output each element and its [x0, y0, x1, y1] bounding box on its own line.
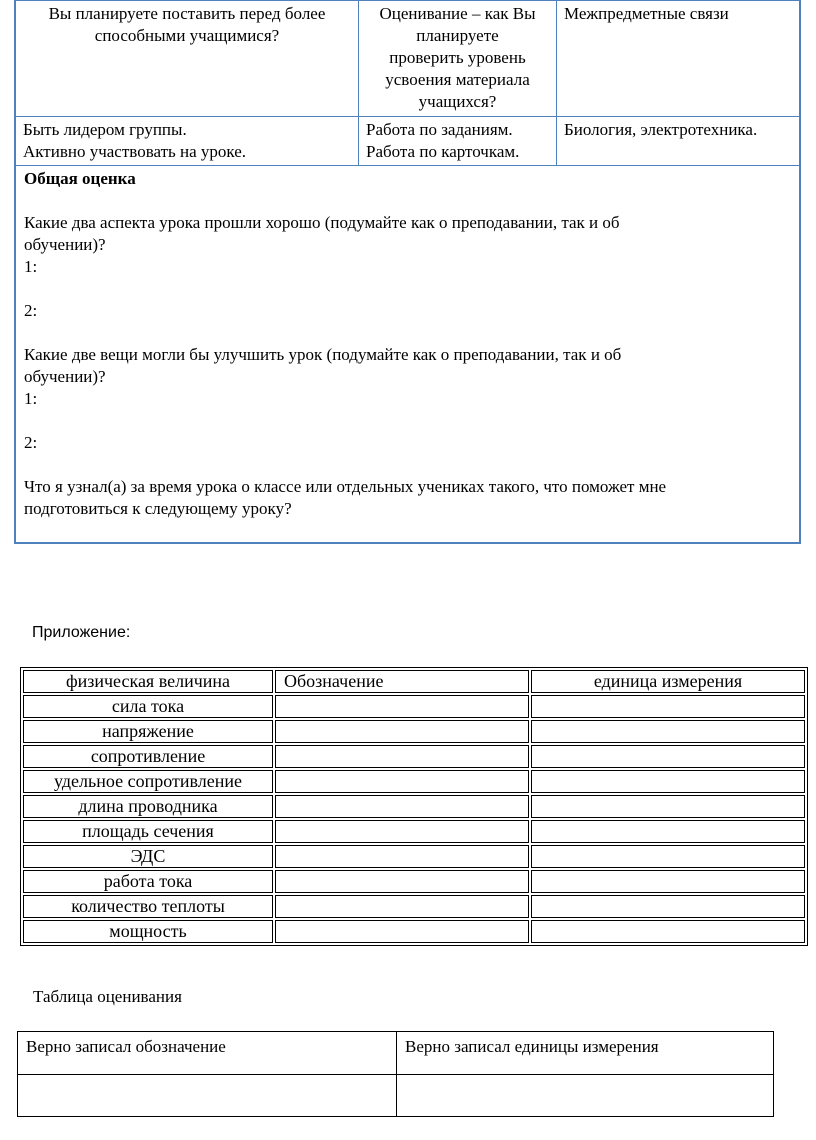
header-quantity: физическая величина [23, 670, 273, 693]
grading-header-unit: Верно записал единицы измерения [397, 1032, 774, 1075]
plan-header-cross-curricular [557, 1, 801, 117]
table-row [23, 870, 805, 893]
quantity-name: удельное сопротивление [23, 770, 273, 793]
symbol-blank-cell[interactable] [275, 720, 529, 743]
plan-evaluation-row [15, 166, 800, 544]
quantity-name: площадь сечения [23, 820, 273, 843]
answer-number-2: 2: [24, 301, 38, 320]
unit-blank-cell[interactable] [531, 695, 805, 718]
unit-blank-cell[interactable] [531, 845, 805, 868]
table-row [23, 795, 805, 818]
symbol-blank-cell[interactable] [275, 870, 529, 893]
plan-answer-cross-curricular [557, 117, 801, 166]
plan-header-text: усвоения материала [385, 70, 530, 89]
table-row [23, 745, 805, 768]
plan-header-text: способными учащимися? [94, 26, 280, 45]
question-text: Какие две вещи могли бы улучшить урок (подумайте как о преподавании, так и об [24, 345, 622, 364]
header-symbol: Обозначение [275, 670, 529, 693]
quantity-name: работа тока [23, 870, 273, 893]
unit-blank-cell[interactable] [531, 745, 805, 768]
plan-header-assessment [359, 1, 557, 117]
symbol-blank-cell[interactable] [275, 745, 529, 768]
unit-blank-cell[interactable] [531, 820, 805, 843]
symbol-blank-cell[interactable] [275, 820, 529, 843]
quantity-name: ЭДС [23, 845, 273, 868]
unit-blank-cell[interactable] [531, 795, 805, 818]
symbol-blank-cell[interactable] [275, 695, 529, 718]
quantity-name: напряжение [23, 720, 273, 743]
quantity-name: сопротивление [23, 745, 273, 768]
symbol-blank-cell[interactable] [275, 795, 529, 818]
unit-blank-cell[interactable] [531, 870, 805, 893]
evaluation-question-1 [24, 212, 791, 344]
plan-answer-assessment [359, 117, 557, 166]
quantity-name: количество теплоты [23, 895, 273, 918]
spacer [24, 322, 791, 344]
plan-answer-text: Биология, электротехника. [564, 120, 758, 139]
table-row [23, 695, 805, 718]
plan-header-text: планируете [416, 26, 499, 45]
table-row [23, 820, 805, 843]
table-row [23, 895, 805, 918]
plan-answer-text: Работа по заданиям. [366, 120, 513, 139]
plan-header-text: проверить уровень [389, 48, 526, 67]
grading-header-symbol: Верно записал обозначение [18, 1032, 397, 1075]
table-row [23, 720, 805, 743]
answer-number-1: 1: [24, 389, 38, 408]
unit-blank-cell[interactable] [531, 895, 805, 918]
symbol-blank-cell[interactable] [275, 920, 529, 943]
plan-header-text: Оценивание – как Вы [379, 4, 536, 23]
spacer [24, 454, 791, 476]
plan-header-differentiation [15, 1, 359, 117]
grading-table [17, 1031, 774, 1117]
answer-number-2: 2: [24, 433, 38, 452]
evaluation-question-2 [24, 344, 791, 476]
plan-header-text: Межпредметные связи [564, 4, 729, 23]
quantity-name: длина проводника [23, 795, 273, 818]
general-evaluation-cell [15, 166, 800, 544]
plan-header-row [15, 1, 800, 117]
header-unit: единица измерения [531, 670, 805, 693]
table-row [23, 770, 805, 793]
table-row [23, 920, 805, 943]
table-row [23, 845, 805, 868]
plan-answer-text: Активно участвовать на уроке. [23, 142, 247, 161]
answer-number-1: 1: [24, 257, 38, 276]
unit-blank-cell[interactable] [531, 720, 805, 743]
spacer [24, 278, 791, 300]
spacer [24, 410, 791, 432]
question-text: обучении)? [24, 235, 106, 254]
evaluation-question-3 [24, 476, 791, 520]
unit-blank-cell[interactable] [531, 770, 805, 793]
symbol-blank-cell[interactable] [275, 845, 529, 868]
question-text: обучении)? [24, 367, 106, 386]
plan-answer-text: Работа по карточкам. [366, 142, 520, 161]
symbol-blank-cell[interactable] [275, 895, 529, 918]
evaluation-title: Общая оценка [24, 169, 136, 188]
lesson-plan-table [14, 0, 801, 544]
plan-answer-differentiation [15, 117, 359, 166]
quantity-name: мощность [23, 920, 273, 943]
unit-blank-cell[interactable] [531, 920, 805, 943]
question-text: Какие два аспекта урока прошли хорошо (подумайте как о преподавании, так и об [24, 213, 620, 232]
appendix-label: Приложение: [32, 624, 131, 641]
quantities-header-row [23, 670, 805, 693]
plan-answer-text: Быть лидером группы. [23, 120, 187, 139]
physical-quantities-table [20, 667, 808, 946]
plan-header-text: учащихся? [418, 92, 497, 111]
question-text: Что я узнал(а) за время урока о классе или отдельных учениках такого, что поможет мне [24, 477, 667, 496]
question-text: подготовиться к следующему уроку? [24, 499, 292, 518]
symbol-blank-cell[interactable] [275, 770, 529, 793]
grading-score-row [18, 1075, 774, 1117]
grading-table-label: Таблица оценивания [33, 987, 182, 1006]
plan-header-text: Вы планируете поставить перед более [48, 4, 326, 23]
grading-symbol-blank-cell[interactable] [18, 1075, 397, 1117]
quantity-name: сила тока [23, 695, 273, 718]
plan-answer-row [15, 117, 800, 166]
grading-header-row [18, 1032, 774, 1075]
grading-unit-blank-cell[interactable] [397, 1075, 774, 1117]
